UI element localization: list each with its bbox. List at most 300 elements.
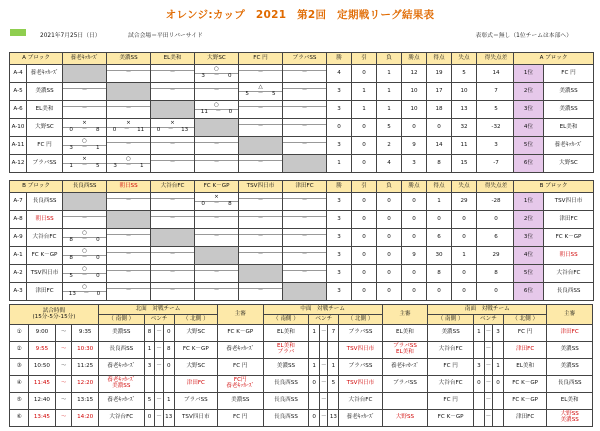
stat-value: 12 (402, 65, 427, 83)
stat-value: 1 (377, 101, 402, 119)
home-team: FC 円 (428, 393, 474, 410)
home-team: 長良西SS (263, 410, 309, 427)
team-id: A-12 (10, 155, 27, 173)
team-header: 大谷台FC (151, 181, 195, 193)
match-result: － (107, 65, 151, 83)
referee: EL美和 (547, 393, 593, 410)
stat-value: 1 (427, 193, 452, 211)
rank-team: 美濃SS (544, 83, 594, 101)
home-score: 1 (473, 325, 484, 342)
away-score: 3 (493, 325, 504, 342)
team-row (10, 193, 516, 211)
away-score: 8 (163, 342, 174, 359)
team-name: 津田FC (27, 283, 63, 301)
stat-value: 8 (427, 155, 452, 173)
home-score: 8 (144, 325, 155, 342)
away-team: EL美和 (503, 359, 546, 376)
home-score (144, 376, 155, 393)
stat-value: 9 (402, 247, 427, 265)
ranking-row (514, 211, 594, 229)
team-id: A-10 (10, 119, 27, 137)
team-header: FC K－GP (195, 181, 239, 193)
stat-value: 0 (352, 211, 377, 229)
stat-value: 3 (327, 193, 352, 211)
home-score: 3 (144, 359, 155, 376)
match-result: ○ 3 － 0 (195, 65, 239, 83)
match-result: ○ 8 － 0 (63, 247, 107, 265)
team-id: A-9 (10, 229, 27, 247)
away-team: 養老ｷｯｶｰｽﾞ (339, 410, 382, 427)
stat-value: 0 (377, 265, 402, 283)
end-time: 12:20 (72, 376, 98, 393)
time-separator: ～ (55, 393, 72, 410)
north-side-label: （ 北側 ） (503, 315, 546, 325)
stat-value: 14 (477, 65, 516, 83)
away-team: 大野SC (174, 325, 217, 342)
schedule-row (10, 359, 593, 376)
match-result: － (283, 211, 327, 229)
score-dash (320, 342, 328, 359)
referee: EL美和 (382, 325, 428, 342)
match-result: － (239, 65, 283, 83)
away-score (328, 342, 339, 359)
north-side-label: （ 北側 ） (174, 315, 217, 325)
stat-value: 3 (327, 283, 352, 301)
rank-position: 2位 (514, 83, 544, 101)
score-dash: － (320, 410, 328, 427)
team-row (10, 211, 516, 229)
stat-value: 1 (377, 65, 402, 83)
referee: 大野SS (382, 410, 428, 427)
match-result: ○ 3 － 1 (63, 137, 107, 155)
away-score: 1 (163, 393, 174, 410)
stat-value: 0 (427, 211, 452, 229)
stat-value: 14 (427, 137, 452, 155)
team-row (10, 83, 516, 101)
team-id: A-2 (10, 265, 27, 283)
stat-value: 0 (452, 265, 477, 283)
score-dash: － (320, 325, 328, 342)
end-time: 10:30 (72, 342, 98, 359)
home-team: FC 円 (428, 359, 474, 376)
match-result: ○ 11 － 0 (195, 101, 239, 119)
team-name: 大野SC (27, 119, 63, 137)
home-score: 0 (473, 376, 484, 393)
rank-team: 朝日SS (544, 247, 594, 265)
match-result: － (239, 283, 283, 301)
event-date: 2021年7月25日（日） (40, 33, 101, 39)
match-result: － (239, 155, 283, 173)
away-score: 0 (163, 359, 174, 376)
match-result: － (151, 211, 195, 229)
court-header: 北面 対戦チーム (98, 305, 217, 315)
match-result: － (195, 265, 239, 283)
start-time: 11:45 (29, 376, 55, 393)
stat-value: 5 (377, 119, 402, 137)
home-score (309, 342, 320, 359)
bench-label: ベンチ (309, 315, 339, 325)
match-result: － (107, 283, 151, 301)
referee: FC K－GP (217, 325, 263, 342)
away-team: ブラバSS (174, 393, 217, 410)
stat-header: 負 (377, 181, 402, 193)
block-b-table (9, 180, 516, 301)
stat-value: -7 (477, 155, 516, 173)
match-result: － (239, 193, 283, 211)
stat-value: -28 (477, 193, 516, 211)
north-side-label: （ 北側 ） (339, 315, 382, 325)
stat-value: 0 (377, 247, 402, 265)
rank-position: 5位 (514, 265, 544, 283)
team-row (10, 119, 516, 137)
rank-position: 4位 (514, 119, 544, 137)
match-result: － (63, 211, 107, 229)
end-time: 13:15 (72, 393, 98, 410)
stat-value: 10 (402, 101, 427, 119)
stat-value: 5 (477, 101, 516, 119)
match-result: － (151, 155, 195, 173)
away-team: FC K－GP (174, 342, 217, 359)
team-row (10, 265, 516, 283)
team-header: 養老ｷｯｶｰｽﾞ (63, 53, 107, 65)
match-result: － (195, 283, 239, 301)
team-id: A-4 (10, 65, 27, 83)
rank-position: 3位 (514, 229, 544, 247)
match-result: － (239, 247, 283, 265)
stat-value: 0 (352, 247, 377, 265)
match-result: － (151, 83, 195, 101)
home-team: EL美和 ブラバ (263, 342, 309, 359)
match-result: ○ 8 － 0 (63, 229, 107, 247)
score-dash: － (155, 325, 163, 342)
home-score: 1 (144, 342, 155, 359)
score-dash: － (155, 393, 163, 410)
end-time: 9:35 (72, 325, 98, 342)
stat-value: 0 (352, 265, 377, 283)
referee: 美濃SS (547, 342, 593, 359)
stat-value: 1 (452, 247, 477, 265)
match-result: － (107, 265, 151, 283)
team-id: A-11 (10, 137, 27, 155)
stat-value: 29 (477, 247, 516, 265)
home-team: 養老ｷｯｶｰｽﾞ (98, 359, 144, 376)
match-result: － (151, 247, 195, 265)
rank-team: 大谷台FC (544, 265, 594, 283)
stat-value: 0 (477, 211, 516, 229)
stat-header: 得点 (427, 53, 452, 65)
team-name: ブラバSS (27, 155, 63, 173)
away-team: TSV四日市 (174, 410, 217, 427)
stat-value: 8 (477, 265, 516, 283)
team-id: A-7 (10, 193, 27, 211)
ranking-header (514, 181, 594, 193)
away-score: 0 (493, 376, 504, 393)
score-dash: － (155, 342, 163, 359)
team-name: TSV四日市 (27, 265, 63, 283)
away-team: 津田FC (503, 342, 546, 359)
green-marker (10, 29, 26, 36)
away-team: FC 円 (503, 325, 546, 342)
south-side-label: （ 南側 ） (98, 315, 144, 325)
match-result: － (195, 155, 239, 173)
home-team: 大谷台FC (428, 376, 474, 393)
away-score: 0 (163, 325, 174, 342)
rank-position: 6位 (514, 155, 544, 173)
stat-value: 3 (327, 229, 352, 247)
bench-label: ベンチ (473, 315, 503, 325)
stat-value: 18 (427, 101, 452, 119)
match-result: － (283, 137, 327, 155)
home-score (473, 393, 484, 410)
time-separator: ～ (55, 376, 72, 393)
stat-value: -32 (477, 119, 516, 137)
away-score (493, 410, 504, 427)
away-team: FC K－GP (503, 393, 546, 410)
home-team: 美濃SS (98, 325, 144, 342)
match-result: － (239, 119, 283, 137)
stat-header: 負 (377, 53, 402, 65)
home-score: 0 (144, 410, 155, 427)
match-result: － (151, 65, 195, 83)
away-score: 1 (493, 359, 504, 376)
stat-value: 2 (377, 137, 402, 155)
stat-value: 0 (452, 229, 477, 247)
rank-position: 1位 (514, 65, 544, 83)
team-header: 大野SC (195, 53, 239, 65)
time-separator: ～ (55, 410, 72, 427)
away-team: 大野SC (174, 359, 217, 376)
ranking-header (514, 53, 594, 65)
home-score (309, 393, 320, 410)
team-id: A-5 (10, 83, 27, 101)
stat-value: 0 (402, 283, 427, 301)
stat-value: 30 (427, 247, 452, 265)
self-match-cell (63, 65, 107, 83)
home-team: 美濃SS (263, 359, 309, 376)
match-result: × 1 － 5 (63, 155, 107, 173)
home-team: EL美和 (263, 325, 309, 342)
self-match-cell (195, 247, 239, 265)
ranking-row (514, 137, 594, 155)
stat-value: 0 (402, 119, 427, 137)
team-row (10, 229, 516, 247)
stat-value: 3 (327, 211, 352, 229)
block-a-table (9, 52, 516, 173)
stat-header: 勝点 (402, 53, 427, 65)
home-score: 3 (473, 359, 484, 376)
away-score (328, 393, 339, 410)
score-dash: － (484, 376, 492, 393)
ranking-row (514, 119, 594, 137)
stat-value: 6 (477, 229, 516, 247)
rank-team: FC K－GP (544, 229, 594, 247)
home-team: FC K－GP (428, 410, 474, 427)
stat-value: 13 (452, 101, 477, 119)
referee: 養老ｷｯｶｰｽﾞ (217, 342, 263, 359)
stat-header: 得失点差 (477, 181, 516, 193)
referee: FC 円 (217, 359, 263, 376)
court-header: 南面 対戦チーム (428, 305, 547, 315)
stat-header: 失点 (452, 181, 477, 193)
ranking-row (514, 155, 594, 173)
team-name: 美濃SS (27, 83, 63, 101)
match-result: － (107, 229, 151, 247)
stat-value: 3 (477, 137, 516, 155)
stat-value: 5 (452, 65, 477, 83)
stat-value: 3 (327, 101, 352, 119)
stat-value: 29 (452, 193, 477, 211)
stat-header: 得点 (427, 181, 452, 193)
stat-value: 6 (427, 229, 452, 247)
stat-value: 0 (352, 283, 377, 301)
score-dash: － (484, 410, 492, 427)
stat-value: 1 (352, 101, 377, 119)
match-result: × 0 － 13 (151, 119, 195, 137)
time-separator: ～ (55, 342, 72, 359)
end-time: 14:20 (72, 410, 98, 427)
match-result: － (283, 65, 327, 83)
referee: 美濃SS (217, 393, 263, 410)
header-row (10, 181, 516, 193)
event-venue: 試合会場＝平田リバーサイド (128, 33, 203, 39)
rank-team: 長良西SS (544, 283, 594, 301)
away-team: TSV四日市 (339, 376, 382, 393)
stat-value: 0 (352, 119, 377, 137)
match-result: － (283, 83, 327, 101)
home-score: 5 (144, 393, 155, 410)
stat-value: 3 (327, 137, 352, 155)
home-team: 長良西SS (263, 376, 309, 393)
referee-header: 主審 (382, 305, 428, 325)
ranking-row (514, 247, 594, 265)
stat-value: 11 (452, 137, 477, 155)
away-score: 13 (163, 410, 174, 427)
away-team: 津田FC (174, 376, 217, 393)
home-score: 0 (309, 376, 320, 393)
stat-value: 0 (402, 193, 427, 211)
referee-header: 主審 (547, 305, 593, 325)
stat-value: 8 (427, 265, 452, 283)
team-header: 長良西SS (63, 181, 107, 193)
stat-value: 3 (327, 247, 352, 265)
home-team: 大谷台FC (98, 410, 144, 427)
match-result: ○ 5 － 0 (63, 265, 107, 283)
ranking-row (514, 65, 594, 83)
self-match-cell (107, 211, 151, 229)
ranking-row (514, 283, 594, 301)
team-header: 朝日SS (107, 181, 151, 193)
stat-value: 3 (327, 265, 352, 283)
referee: 美濃SS (547, 359, 593, 376)
team-row (10, 247, 516, 265)
page-title: オレンジ:カップ 2021 第2回 定期戦リーグ結果表 (165, 9, 435, 21)
rank-team: 養老ｷｯｶｰｽﾞ (544, 137, 594, 155)
award-note: 表彰式＝無し（1位チームは本部へ） (475, 33, 572, 39)
referee: FC 円 (217, 410, 263, 427)
stat-value: 7 (477, 83, 516, 101)
rank-position: 6位 (514, 283, 544, 301)
score-dash: － (320, 376, 328, 393)
stat-header: 失点 (452, 53, 477, 65)
schedule-row (10, 325, 593, 342)
referee: 津田FC (547, 325, 593, 342)
team-row (10, 65, 516, 83)
stat-value: 0 (352, 155, 377, 173)
stat-value: 0 (377, 283, 402, 301)
stat-header: 勝点 (402, 181, 427, 193)
ranking-title: B ブロック (514, 181, 594, 193)
away-score (163, 376, 174, 393)
stat-value: 4 (327, 65, 352, 83)
stat-value: 0 (402, 211, 427, 229)
match-result: ○ 3 － 1 (107, 155, 151, 173)
stat-value: 9 (402, 137, 427, 155)
schedule-row (10, 410, 593, 427)
team-name: 大谷台FC (27, 229, 63, 247)
referee-header: 主審 (217, 305, 263, 325)
match-result: － (283, 119, 327, 137)
self-match-cell (151, 229, 195, 247)
away-score: 7 (328, 325, 339, 342)
bench-label: ベンチ (144, 315, 174, 325)
stat-value: 0 (377, 229, 402, 247)
ranking-title: A ブロック (514, 53, 594, 65)
match-number: ⑤ (10, 393, 29, 410)
stat-value: 0 (327, 119, 352, 137)
match-result: － (239, 101, 283, 119)
home-score: 1 (309, 325, 320, 342)
match-result: － (195, 137, 239, 155)
stat-value: 1 (327, 155, 352, 173)
stat-value: 0 (352, 229, 377, 247)
team-name: 朝日SS (27, 211, 63, 229)
rank-team: EL美和 (544, 119, 594, 137)
block-a-ranking (513, 52, 594, 173)
home-team: 養老ｷｯｶｰｽﾞ 美濃SS (98, 376, 144, 393)
schedule-header (10, 305, 593, 315)
rank-position: 3位 (514, 101, 544, 119)
team-name: 長良西SS (27, 193, 63, 211)
team-row (10, 283, 516, 301)
stat-header: 得失点差 (477, 53, 516, 65)
match-result: ○ 13 － 0 (63, 283, 107, 301)
block-b-ranking (513, 180, 594, 301)
stat-header: 引 (352, 53, 377, 65)
stat-value: 17 (427, 83, 452, 101)
team-id: A-3 (10, 283, 27, 301)
stat-value: 3 (402, 155, 427, 173)
stat-value: 0 (377, 193, 402, 211)
stat-value: 0 (452, 283, 477, 301)
rank-position: 5位 (514, 137, 544, 155)
stat-header: 勝 (327, 181, 352, 193)
rank-team: FC 円 (544, 65, 594, 83)
match-result: － (107, 101, 151, 119)
home-team: 長良西SS (263, 393, 309, 410)
match-result: － (239, 211, 283, 229)
team-row (10, 155, 516, 173)
referee: 長良西SS (547, 376, 593, 393)
home-team: 美濃SS (428, 325, 474, 342)
rank-position: 1位 (514, 193, 544, 211)
match-result: － (151, 283, 195, 301)
match-result: － (151, 265, 195, 283)
stat-value: 10 (452, 83, 477, 101)
match-result: － (63, 101, 107, 119)
stat-value: 32 (452, 119, 477, 137)
match-result: × 0 － 8 (195, 193, 239, 211)
match-result: － (107, 193, 151, 211)
